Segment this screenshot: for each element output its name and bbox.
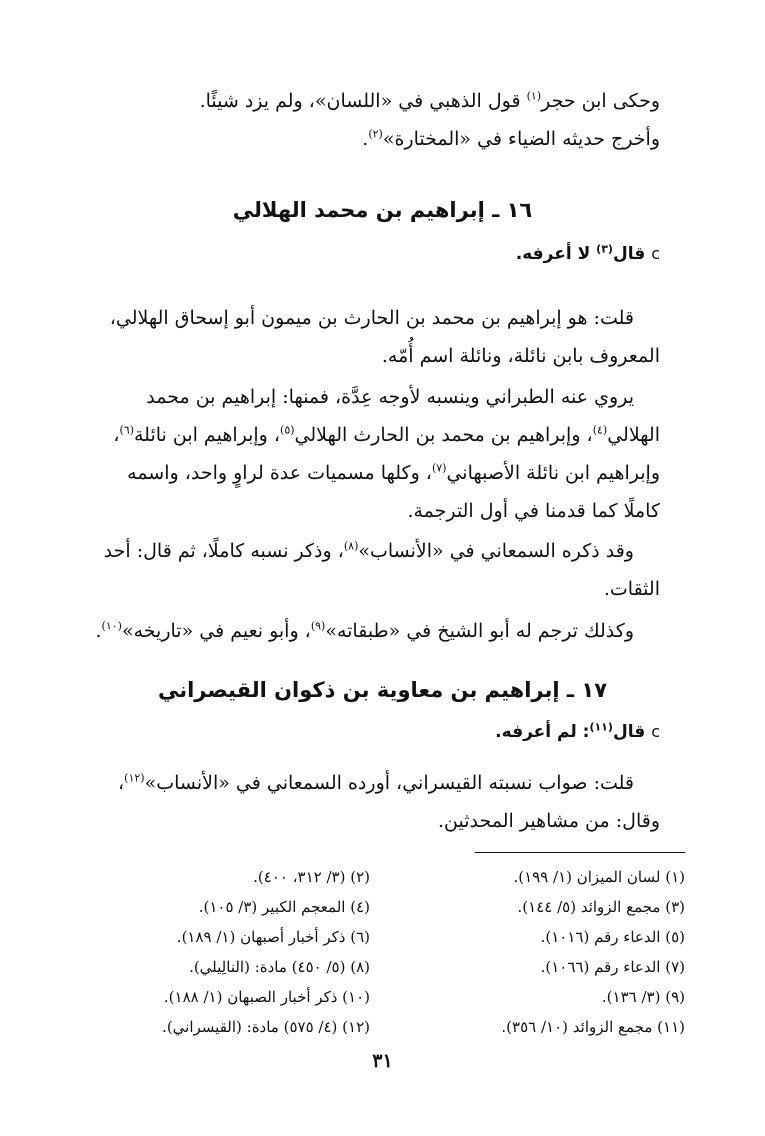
- intro-line-2: وأخرج حديثه الضياء في «المختارة»$^{(٢)}$.: [362, 127, 660, 150]
- footnotes-right-column: [435, 862, 685, 1042]
- footnote: (٩) (٣/ ١٣٦).: [601, 988, 685, 1006]
- footnote-separator: [475, 852, 685, 853]
- page-number: ٣١: [372, 1050, 393, 1072]
- entry-16-para-2: [60, 378, 660, 530]
- footnote: (٥) الدعاء رقم (١٠١٦).: [540, 928, 685, 946]
- entry-16-para-1: [60, 299, 660, 375]
- para-line: وقد ذكره السمعاني في «الأنساب»$^{(٨)}$، وذكر نسبه كاملًا، ثم قال: أحد: [103, 539, 634, 562]
- para-line: قلت: هو إبراهيم بن محمد بن الحارث بن ميمون أبو إسحاق الهلالي،: [109, 307, 634, 329]
- footnote-ref[interactable]: (٦): [119, 423, 134, 437]
- footnote: (١٢) (٤/ ٥٧٥) مادة: (القيسراني).: [162, 1018, 370, 1036]
- footnote: (٢) (٣/ ٣١٢، ٤٠٠).: [253, 868, 370, 886]
- footnotes-left-column: [80, 862, 370, 1042]
- footnote: (٨) (٥/ ٤٥٠) مادة: (النالِيلي).: [189, 958, 370, 976]
- entry-17-qal: cقال$^{(١١)}$: لم أعرفه.: [495, 720, 660, 742]
- entry-17-heading: ١٧ ـ إبراهيم بن معاوية بن ذكوان القيصراني: [157, 678, 608, 702]
- intro-paragraph: [100, 82, 660, 158]
- para-line: المعروف بابن نائلة، ونائلة اسم أُمّه.: [381, 345, 660, 367]
- footnote: (١١) مجمع الزوائد (١٠/ ٣٥٦).: [501, 1018, 685, 1036]
- para-line: وكذلك ترجم له أبو الشيخ في «طبقاته»$^{(٩)}$، وأبو نعيم في «تاريخه»$^{(١٠)}$.: [95, 619, 634, 642]
- bullet-marker: c: [651, 244, 660, 263]
- footnote-ref[interactable]: (٢): [368, 127, 383, 141]
- footnote-ref[interactable]: (٨): [343, 539, 359, 553]
- para-line: وإبراهيم ابن نائلة الأصبهاني$^{(٧)}$، وكلها مسميات عدة لراوٍ واحد، واسمه: [127, 461, 660, 484]
- para-line: قلت: صواب نسبته القيسراني، أورده السمعاني في «الأنساب»$^{(١٢)}$،: [118, 771, 634, 794]
- footnote-ref[interactable]: (٧): [431, 461, 447, 475]
- footnote-ref[interactable]: (١٠): [101, 619, 122, 633]
- footnote-ref[interactable]: (٩): [310, 619, 326, 633]
- footnote: (١) لسان الميزان (١/ ١٩٩).: [513, 868, 685, 886]
- para-line: وقال: من مشاهير المحدثين.: [438, 810, 660, 832]
- entry-16-qal: cقال$^{(٣)}$ لا أعرفه.: [515, 242, 660, 264]
- entry-17-para-1: [60, 764, 660, 840]
- bullet-marker: c: [651, 722, 660, 741]
- footnote: (١٠) ذكر أخبار الصبهان (١/ ١٨٨).: [163, 988, 370, 1006]
- entry-16-heading: ١٦ ـ إبراهيم بن محمد الهلالي: [232, 198, 533, 222]
- footnote: (٦) ذكر أخبار أصبهان (١/ ١٨٩).: [176, 928, 370, 946]
- para-line: الثقات.: [603, 578, 660, 600]
- footnote-ref[interactable]: (٥): [280, 423, 295, 437]
- footnote-ref[interactable]: (٤): [592, 423, 608, 437]
- intro-line-1: وحكى ابن حجر$^{(١)}$ قول الذهبي في «اللسان»، ولم يزد شيئًا.: [199, 89, 660, 112]
- entry-16-para-3: [60, 532, 660, 608]
- footnote-ref[interactable]: (٣): [596, 242, 613, 256]
- footnote: (٣) مجمع الزوائد (٥/ ١٤٤).: [517, 898, 685, 916]
- footnote: (٧) الدعاء رقم (١٠٦٦).: [540, 958, 685, 976]
- para-line: الهلالي$^{(٤)}$، وإبراهيم بن محمد بن الحارث الهلالي$^{(٥)}$، وإبراهيم ابن نائلة$^{(٦)}$،: [113, 423, 660, 446]
- footnote-ref[interactable]: (١٢): [124, 771, 145, 785]
- footnote-ref[interactable]: (١١): [589, 720, 613, 734]
- para-line: كاملًا كما قدمنا في أول الترجمة.: [407, 500, 660, 522]
- footnote: (٤) المعجم الكبير (٣/ ١٠٥).: [198, 898, 370, 916]
- footnote-ref[interactable]: (١): [526, 89, 542, 103]
- para-line: يروي عنه الطبراني وينسبه لأوجه عِدَّة، فمنها: إبراهيم بن محمد: [146, 386, 634, 408]
- entry-16-para-4: [60, 612, 660, 650]
